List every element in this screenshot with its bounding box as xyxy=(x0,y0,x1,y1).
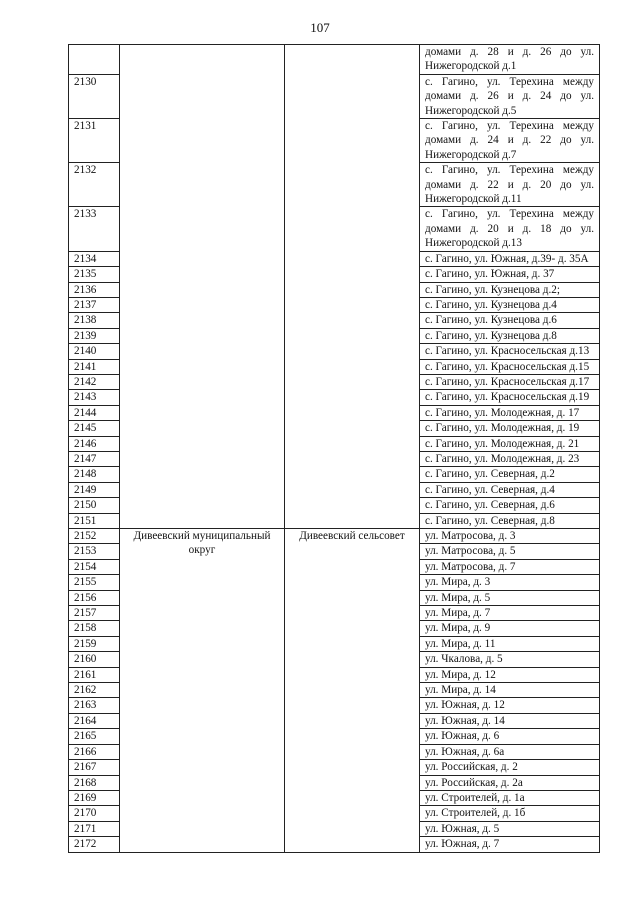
address-cell: ул. Мира, д. 5 xyxy=(420,590,600,605)
address-cell: с. Гагино, ул. Кузнецова д.4 xyxy=(420,297,600,312)
address-cell: ул. Мира, д. 3 xyxy=(420,575,600,590)
row-number-cell: 2140 xyxy=(69,344,120,359)
row-number-cell: 2155 xyxy=(69,575,120,590)
row-number-cell: 2169 xyxy=(69,790,120,805)
address-cell: ул. Строителей, д. 1б xyxy=(420,806,600,821)
address-cell: с. Гагино, ул. Северная, д.4 xyxy=(420,482,600,497)
address-cell: ул. Мира, д. 14 xyxy=(420,683,600,698)
address-cell: ул. Мира, д. 11 xyxy=(420,636,600,651)
row-number-cell: 2158 xyxy=(69,621,120,636)
row-number-cell: 2161 xyxy=(69,667,120,682)
row-number-cell: 2143 xyxy=(69,390,120,405)
address-cell: ул. Южная, д. 14 xyxy=(420,713,600,728)
row-number-cell: 2154 xyxy=(69,559,120,574)
row-number-cell: 2136 xyxy=(69,282,120,297)
row-number-cell: 2150 xyxy=(69,498,120,513)
row-number-cell: 2163 xyxy=(69,698,120,713)
address-cell: с. Гагино, ул. Красносельская д.13 xyxy=(420,344,600,359)
row-number-cell: 2145 xyxy=(69,421,120,436)
address-cell: с. Гагино, ул. Кузнецова д.2; xyxy=(420,282,600,297)
address-cell: с. Гагино, ул. Красносельская д.15 xyxy=(420,359,600,374)
row-number-cell: 2167 xyxy=(69,760,120,775)
row-number-cell: 2160 xyxy=(69,652,120,667)
address-register-table xyxy=(68,44,600,853)
row-number-cell: 2137 xyxy=(69,297,120,312)
table-body xyxy=(69,45,600,853)
row-number-cell: 2139 xyxy=(69,328,120,343)
row-number-cell: 2162 xyxy=(69,683,120,698)
row-number-cell: 2146 xyxy=(69,436,120,451)
address-cell: ул. Южная, д. 7 xyxy=(420,837,600,852)
row-number-cell: 2153 xyxy=(69,544,120,559)
row-number-cell: 2141 xyxy=(69,359,120,374)
settlement-cell: Дивеевский сельсовет xyxy=(285,529,420,853)
row-number-cell: 2170 xyxy=(69,806,120,821)
address-cell: ул. Матросова, д. 3 xyxy=(420,529,600,544)
row-number-cell: 2151 xyxy=(69,513,120,528)
address-cell: ул. Чкалова, д. 5 xyxy=(420,652,600,667)
row-number-cell: 2144 xyxy=(69,405,120,420)
address-cell: ул. Строителей, д. 1а xyxy=(420,790,600,805)
row-number-cell: 2148 xyxy=(69,467,120,482)
row-number-cell xyxy=(69,45,120,75)
row-number-cell: 2172 xyxy=(69,837,120,852)
row-number-cell: 2156 xyxy=(69,590,120,605)
address-cell: ул. Южная, д. 6а xyxy=(420,744,600,759)
row-number-cell: 2152 xyxy=(69,529,120,544)
address-cell: ул. Матросова, д. 7 xyxy=(420,559,600,574)
address-cell: с. Гагино, ул. Терехина между домами д. 22 и д. 20 до ул. Нижегородской д.11 xyxy=(420,163,600,207)
district-cell: Дивеевский муниципальный округ xyxy=(120,529,285,853)
page-number: 107 xyxy=(310,20,330,35)
row-number-cell: 2132 xyxy=(69,163,120,207)
address-cell: ул. Мира, д. 7 xyxy=(420,606,600,621)
address-cell: с. Гагино, ул. Молодежная, д. 17 xyxy=(420,405,600,420)
settlement-cell xyxy=(285,45,420,529)
row-number-cell: 2165 xyxy=(69,729,120,744)
address-cell: с. Гагино, ул. Северная, д.2 xyxy=(420,467,600,482)
row-number-cell: 2138 xyxy=(69,313,120,328)
row-number-cell: 2159 xyxy=(69,636,120,651)
address-cell: с. Гагино, ул. Молодежная, д. 19 xyxy=(420,421,600,436)
address-cell: ул. Мира, д. 12 xyxy=(420,667,600,682)
address-cell: ул. Мира, д. 9 xyxy=(420,621,600,636)
address-cell: с. Гагино, ул. Молодежная, д. 21 xyxy=(420,436,600,451)
row-number-cell: 2157 xyxy=(69,606,120,621)
row-number-cell: 2147 xyxy=(69,451,120,466)
address-cell: с. Гагино, ул. Южная, д. 37 xyxy=(420,267,600,282)
address-cell: ул. Матросова, д. 5 xyxy=(420,544,600,559)
address-cell: с. Гагино, ул. Северная, д.6 xyxy=(420,498,600,513)
row-number-cell: 2133 xyxy=(69,207,120,251)
row-number-cell: 2149 xyxy=(69,482,120,497)
address-cell: домами д. 28 и д. 26 до ул. Нижегородской д.1 xyxy=(420,45,600,75)
table-row xyxy=(69,45,600,75)
row-number-cell: 2130 xyxy=(69,74,120,118)
address-cell: ул. Южная, д. 5 xyxy=(420,821,600,836)
address-cell: с. Гагино, ул. Кузнецова д.6 xyxy=(420,313,600,328)
address-cell: ул. Российская, д. 2а xyxy=(420,775,600,790)
row-number-cell: 2131 xyxy=(69,119,120,163)
row-number-cell: 2134 xyxy=(69,251,120,266)
address-cell: с. Гагино, ул. Красносельская д.17 xyxy=(420,374,600,389)
address-cell: с. Гагино, ул. Терехина между домами д. 20 и д. 18 до ул. Нижегородской д.13 xyxy=(420,207,600,251)
row-number-cell: 2168 xyxy=(69,775,120,790)
address-cell: с. Гагино, ул. Молодежная, д. 23 xyxy=(420,451,600,466)
district-cell xyxy=(120,45,285,529)
address-cell: ул. Южная, д. 6 xyxy=(420,729,600,744)
address-cell: с. Гагино, ул. Южная, д.39- д. 35А xyxy=(420,251,600,266)
address-cell: ул. Российская, д. 2 xyxy=(420,760,600,775)
address-cell: ул. Южная, д. 12 xyxy=(420,698,600,713)
address-cell: с. Гагино, ул. Северная, д.8 xyxy=(420,513,600,528)
row-number-cell: 2164 xyxy=(69,713,120,728)
table-row xyxy=(69,529,600,544)
row-number-cell: 2166 xyxy=(69,744,120,759)
address-cell: с. Гагино, ул. Красносельская д.19 xyxy=(420,390,600,405)
address-cell: с. Гагино, ул. Кузнецова д.8 xyxy=(420,328,600,343)
row-number-cell: 2171 xyxy=(69,821,120,836)
address-cell: с. Гагино, ул. Терехина между домами д. 24 и д. 22 до ул. Нижегородской д.7 xyxy=(420,119,600,163)
row-number-cell: 2142 xyxy=(69,374,120,389)
address-cell: с. Гагино, ул. Терехина между домами д. 26 и д. 24 до ул. Нижегородской д.5 xyxy=(420,74,600,118)
row-number-cell: 2135 xyxy=(69,267,120,282)
